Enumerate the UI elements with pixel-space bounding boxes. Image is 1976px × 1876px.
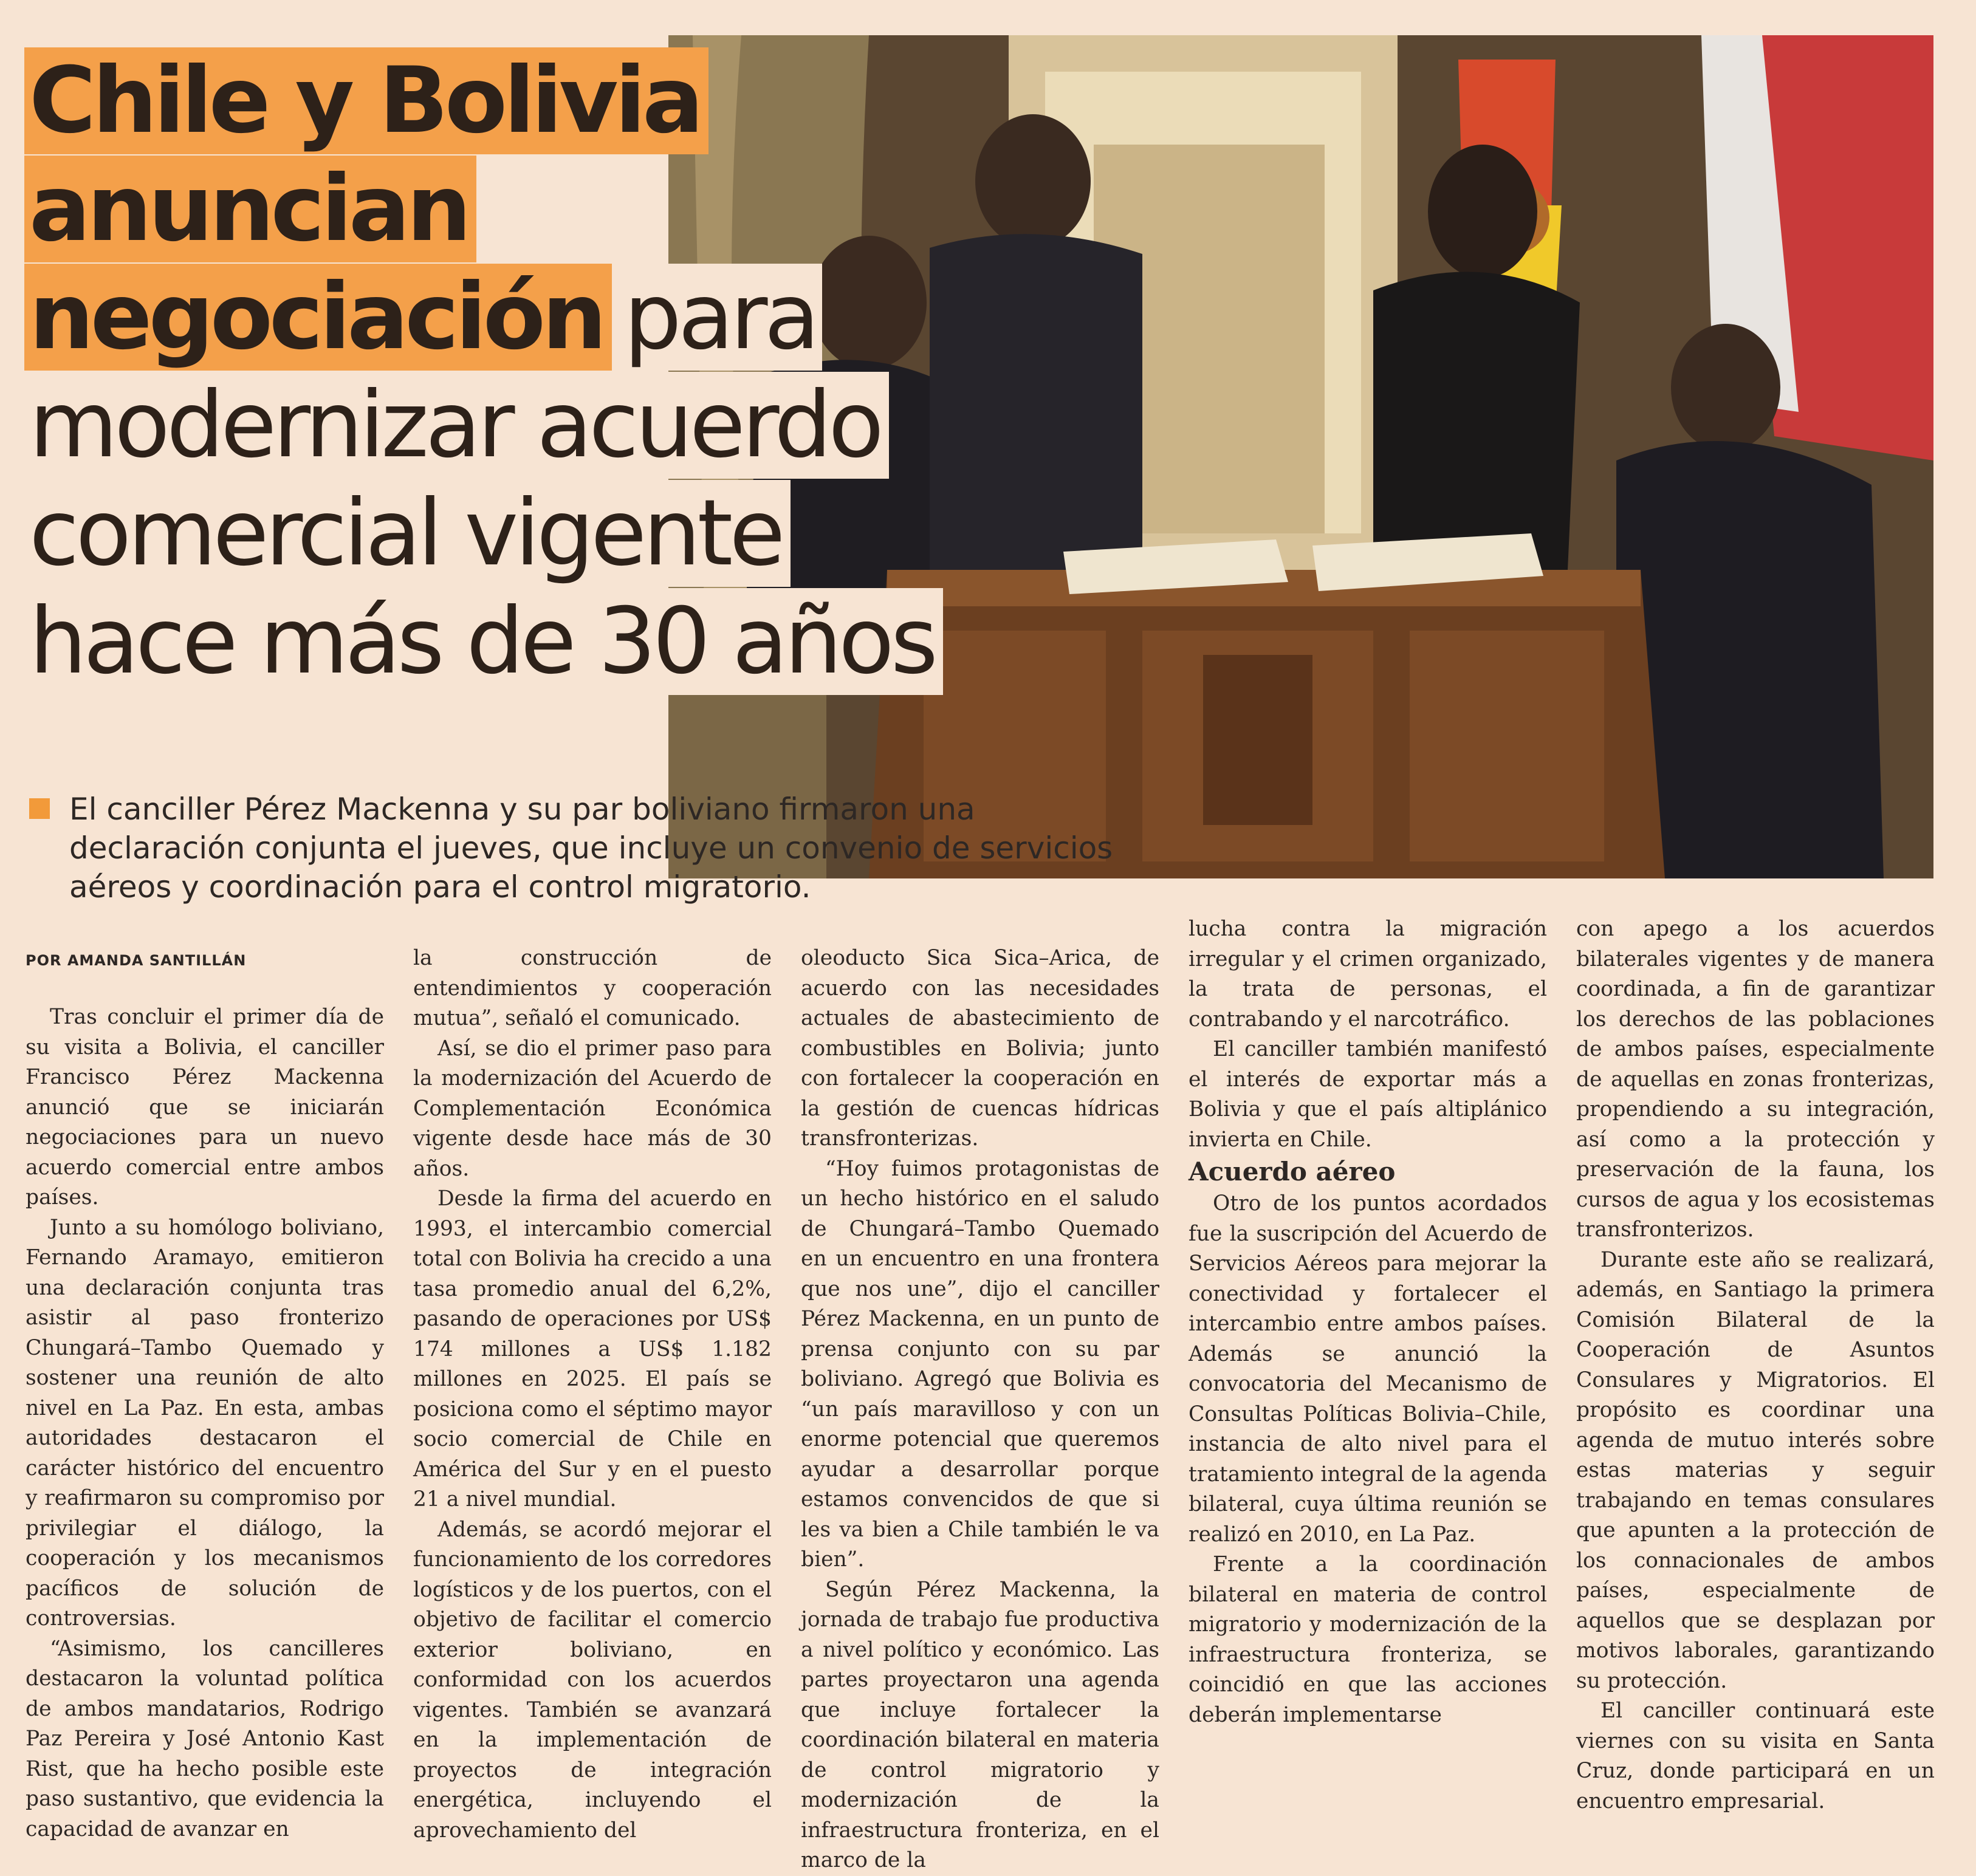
paragraph: El canciller también manifestó el interés de exportar más a Bolivia y que el país altiplánico invierta en Chile. bbox=[1189, 1037, 1547, 1152]
paragraph: Desde la firma del acuerdo en 1993, el intercambio comercial total con Bolivia ha crecido a una tasa promedio anual del 6,2%, pasando de operaciones por US$ 174 millones a US$ 1.182 millones en 2025. El país se posiciona como el séptimo mayor socio comercial de Chile en América del Sur y en el puesto 21 a nivel mundial. bbox=[413, 1186, 772, 1511]
paragraph: Durante este año se realizará, además, en Santiago la primera Comisión Bilateral de la Cooperación de Asuntos Consulares y Migratorios. El propósito es coordinar una agenda de mutuo interés sobre estas materias y seguir trabajando en temas consulares que apunten a la protección de los connacionales de ambos países, especialmente de aquellos que se desplazan por motivos laborales, garantizando su protección. bbox=[1576, 1247, 1935, 1693]
headline-line-6: hace más de 30 años bbox=[24, 588, 943, 695]
article-column-2 bbox=[413, 943, 772, 1846]
paragraph: “Hoy fuimos protagonistas de un hecho histórico en el saludo de Chungará–Tambo Quemado en un encuentro en una frontera que nos une”, dijo el canciller Pérez Mackenna, en un punto de prensa conjunto con su par boliviano. Agregó que Bolivia es “un país maravilloso y con un enorme potencial que queremos ayudar a desarrollar porque estamos convencidos de que si les va bien a Chile también le va bien”. bbox=[801, 1156, 1159, 1572]
byline: POR AMANDA SANTILLÁN bbox=[26, 952, 247, 969]
paragraph: con apego a los acuerdos bilaterales vigentes y de manera coordinada, a fin de garantizar los derechos de las poblaciones de ambos países, especialmente de aquellas en zonas fronterizas, propendiendo a su integración, así como a la protección y preservación de la fauna, los cursos de agua y los ecosistemas transfronterizos. bbox=[1576, 917, 1935, 1242]
paragraph: Tras concluir el primer día de su visita a Bolivia, el canciller Francisco Pérez Mackenna anunció que se iniciarán negociaciones para un nuevo acuerdo comercial entre ambos países. bbox=[26, 1005, 384, 1210]
headline bbox=[24, 47, 936, 696]
paragraph: Otro de los puntos acordados fue la suscripción del Acuerdo de Servicios Aéreos para mejorar la conectividad y fortalecer el intercambio entre ambos países. Además se anunció la convocatoria del Mecanismo de Consultas Políticas Bolivia–Chile, instancia de alto nivel para el tratamiento integral de la agenda bilateral, cuya última reunión se realizó en 2010, en La Paz. bbox=[1189, 1191, 1548, 1547]
paragraph: oleoducto Sica Sica–Arica, de acuerdo con las necesidades actuales de abastecimiento de combustibles en Bolivia; junto con fortalecer la cooperación en la gestión de cuencas hídricas transfronterizas. bbox=[801, 946, 1159, 1151]
paragraph: Frente a la coordinación bilateral en materia de control migratorio y modernización de la infraestructura fronteriza, se coincidió en que las acciones deberán implementarse bbox=[1189, 1552, 1547, 1727]
headline-line-5: comercial vigente bbox=[24, 480, 791, 587]
article-column-4 bbox=[1189, 914, 1547, 1730]
headline-line-3-bold: negociación bbox=[24, 264, 612, 371]
lead-summary bbox=[29, 790, 1159, 906]
lead-bullet-icon bbox=[29, 798, 50, 819]
paragraph: la construcción de entendimientos y cooperación mutua”, señaló el comunicado. bbox=[413, 946, 772, 1030]
article-column-1 bbox=[26, 1002, 384, 1844]
paragraph: Junto a su homólogo boliviano, Fernando Aramayo, emitieron una declaración conjunta tras asistir al paso fronterizo Chungará–Tambo Quemado y sostener una reunión de alto nivel en La Paz. En esta, ambas autoridades destacaron el carácter histórico del encuentro y reafirmaron su compromiso por privilegiar el diálogo, la cooperación y los mecanismos pacíficos de solución de controversias. bbox=[26, 1215, 384, 1631]
paragraph: “Asimismo, los cancilleres destacaron la voluntad política de ambos mandatarios, Rodrigo Paz Pereira y José Antonio Kast Rist, que ha hecho posible este paso sustantivo, que evidencia la capacidad de avanzar en bbox=[26, 1636, 384, 1841]
headline-line-4: modernizar acuerdo bbox=[24, 372, 889, 479]
paragraph: Según Pérez Mackenna, la jornada de trabajo fue productiva a nivel político y económico. Las partes proyectaron una agenda que incluye fortalecer la coordinación bilateral en materia de control migratorio y modernización de la infraestructura fronteriza, en el marco de la bbox=[801, 1577, 1159, 1872]
lead-text: El canciller Pérez Mackenna y su par boliviano firmaron una declaración conjunta el jueves, que incluye un convenio de servicios aéreos y coordinación para el control migratorio. bbox=[69, 792, 1113, 905]
subheading: Acuerdo aéreo bbox=[1189, 1157, 1396, 1186]
paragraph: Así, se dio el primer paso para la modernización del Acuerdo de Complementación Económica vigente desde hace más de 30 años. bbox=[413, 1036, 772, 1181]
headline-line-1: Chile y Bolivia bbox=[24, 47, 708, 154]
paragraph: El canciller continuará este viernes con su visita en Santa Cruz, donde participará en un encuentro empresarial. bbox=[1576, 1699, 1935, 1813]
paragraph: lucha contra la migración irregular y el crimen organizado, la trata de personas, el contrabando y el narcotráfico. bbox=[1189, 917, 1547, 1032]
article-column-3 bbox=[801, 943, 1159, 1876]
headline-line-2: anuncian bbox=[24, 156, 476, 262]
article-column-5 bbox=[1576, 914, 1935, 1816]
paragraph: Además, se acordó mejorar el funcionamiento de los corredores logísticos y de los puertos, con el objetivo de facilitar el comercio exterior boliviano, en conformidad con los acuerdos vigentes. También se avanzará en la implementación de proyectos de integración energética, incluyendo el aprovechamiento del bbox=[413, 1517, 772, 1843]
headline-line-3-light: para bbox=[612, 264, 823, 371]
